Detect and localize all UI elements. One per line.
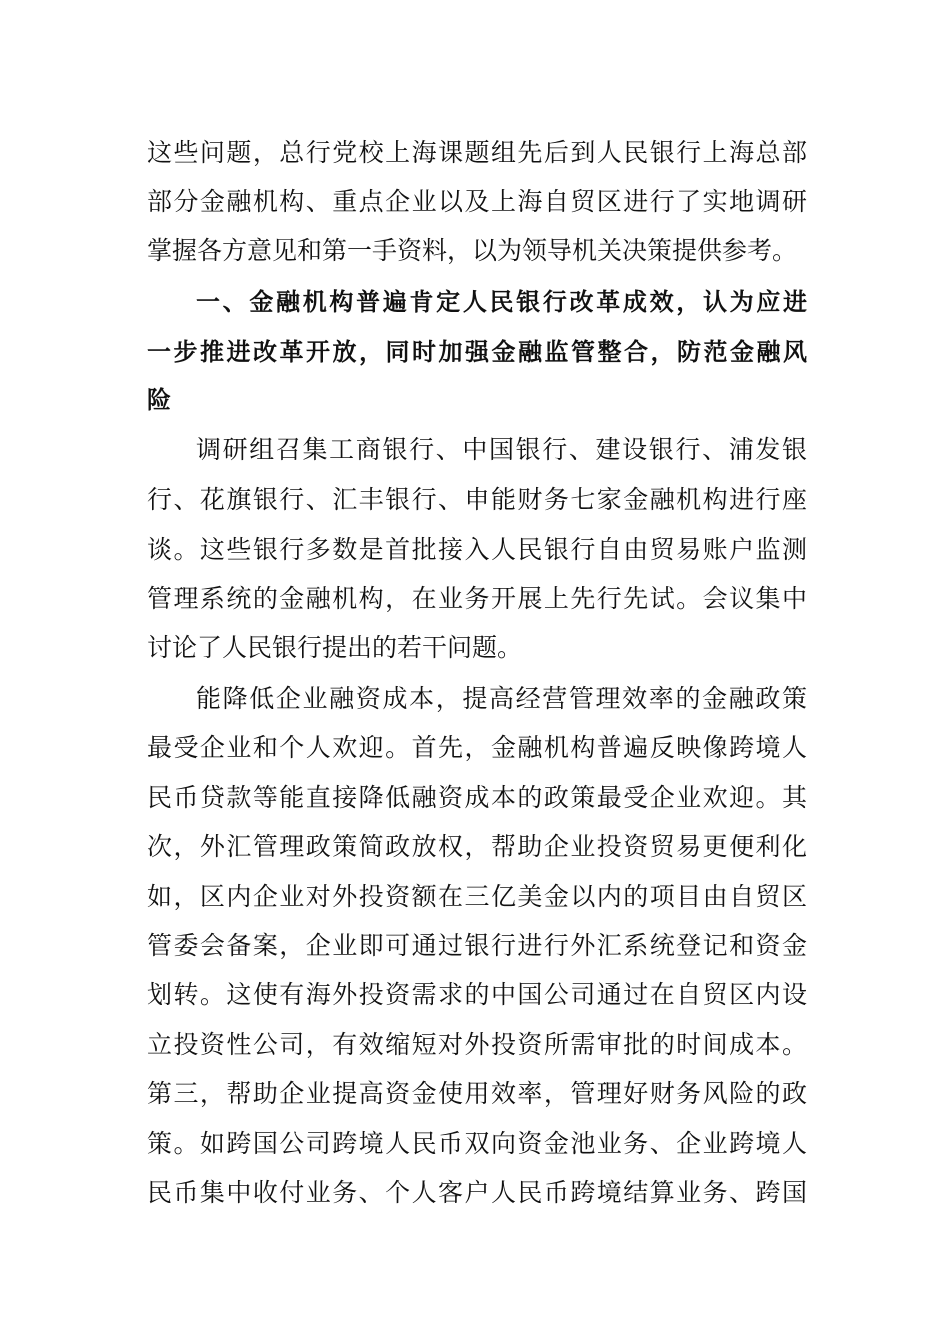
paragraph-line: 划转。这使有海外投资需求的中国公司通过在自贸区内设: [147, 980, 807, 1009]
paragraph-line: 最受企业和个人欢迎。首先，金融机构普遍反映像跨境人: [147, 733, 807, 762]
section-heading: 一步推进改革开放，同时加强金融监管整合，防范金融风: [147, 338, 807, 366]
paragraph-line: 调研组召集工商银行、中国银行、建设银行、浦发银: [196, 435, 807, 464]
paragraph-line: 管理系统的金融机构，在业务开展上先行先试。会议集中: [147, 584, 807, 613]
paragraph-line: 行、花旗银行、汇丰银行、申能财务七家金融机构进行座: [147, 485, 807, 514]
paragraph-line: 如，区内企业对外投资额在三亿美金以内的项目由自贸区: [147, 882, 807, 911]
text-line: 这些问题，总行党校上海课题组先后到人民银行上海总部: [147, 138, 807, 167]
text-line: 掌握各方意见和第一手资料，以为领导机关决策提供参考。: [147, 236, 798, 265]
paragraph-line: 谈。这些银行多数是首批接入人民银行自由贸易账户监测: [147, 535, 807, 564]
paragraph-line: 立投资性公司，有效缩短对外投资所需审批的时间成本。: [147, 1030, 807, 1059]
paragraph-line: 讨论了人民银行提出的若干问题。: [147, 633, 523, 662]
section-heading: 险: [147, 386, 171, 414]
paragraph-line: 民币集中收付业务、个人客户人民币跨境结算业务、跨国: [147, 1178, 807, 1207]
paragraph-line: 次，外汇管理政策简政放权，帮助企业投资贸易更便利化: [147, 832, 807, 861]
paragraph-line: 管委会备案，企业即可通过银行进行外汇系统登记和资金: [147, 931, 807, 960]
paragraph-line: 能降低企业融资成本，提高经营管理效率的金融政策: [196, 684, 807, 713]
paragraph-line: 策。如跨国公司跨境人民币双向资金池业务、企业跨境人: [147, 1129, 807, 1158]
paragraph-line: 第三，帮助企业提高资金使用效率，管理好财务风险的政: [147, 1079, 807, 1108]
text-line: 部分金融机构、重点企业以及上海自贸区进行了实地调研: [147, 187, 807, 216]
paragraph-line: 民币贷款等能直接降低融资成本的政策最受企业欢迎。其: [147, 783, 807, 812]
section-heading: 一、金融机构普遍肯定人民银行改革成效，认为应进: [196, 288, 807, 316]
